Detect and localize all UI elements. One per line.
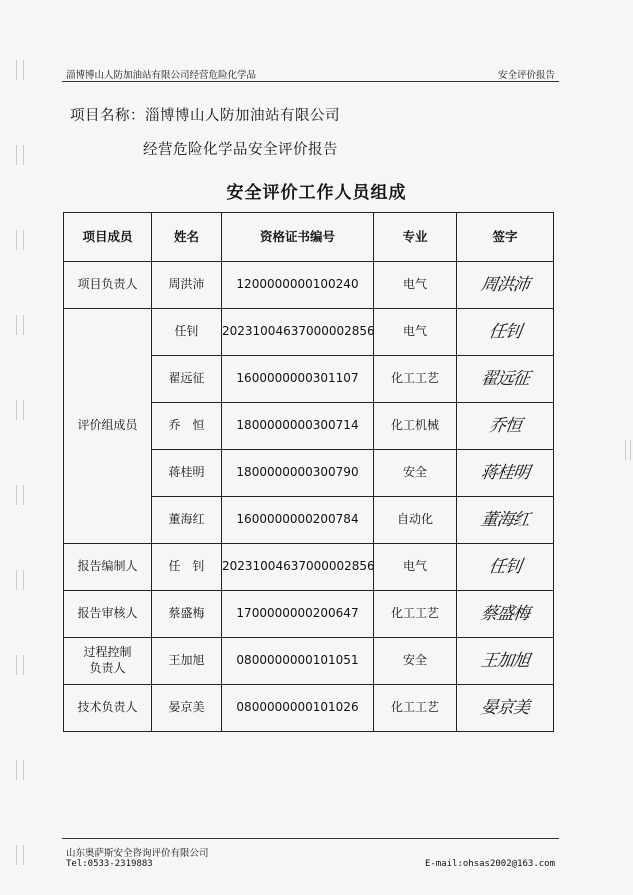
table-row xyxy=(64,544,554,591)
handwritten-signature: 蔡盛梅 xyxy=(479,603,531,624)
cell-name: 蒋桂明 xyxy=(152,450,222,497)
col-header-cert: 资格证书编号 xyxy=(222,213,374,262)
cell-signature xyxy=(457,356,554,403)
col-header-major: 专业 xyxy=(374,213,457,262)
binding-hole xyxy=(625,440,631,460)
binding-hole xyxy=(16,315,24,335)
binding-hole xyxy=(16,60,24,80)
handwritten-signature: 蒋桂明 xyxy=(479,462,531,483)
cell-major: 电气 xyxy=(374,262,457,309)
table-row xyxy=(64,591,554,638)
cell-major: 自动化 xyxy=(374,497,457,544)
handwritten-signature: 任钊 xyxy=(487,556,523,577)
cell-cert: 1800000000300790 xyxy=(222,450,374,497)
cell-major: 电气 xyxy=(374,309,457,356)
cell-role: 报告审核人 xyxy=(64,591,152,638)
cell-major: 安全 xyxy=(374,450,457,497)
handwritten-signature: 乔恒 xyxy=(487,415,523,436)
handwritten-signature: 晏京美 xyxy=(479,697,531,718)
cell-role: 项目负责人 xyxy=(64,262,152,309)
cell-name: 翟远征 xyxy=(152,356,222,403)
cell-name: 董海红 xyxy=(152,497,222,544)
col-header-name: 姓名 xyxy=(152,213,222,262)
table-row xyxy=(64,262,554,309)
cell-role: 技术负责人 xyxy=(64,685,152,732)
cell-major: 电气 xyxy=(374,544,457,591)
cell-name: 任钊 xyxy=(152,309,222,356)
cell-signature xyxy=(457,497,554,544)
cell-role: 报告编制人 xyxy=(64,544,152,591)
page-title: 安全评价工作人员组成 xyxy=(226,183,407,203)
cell-name: 周洪沛 xyxy=(152,262,222,309)
handwritten-signature: 任钊 xyxy=(487,321,523,342)
running-header-left: 淄博博山人防加油站有限公司经营危险化学品 xyxy=(66,70,257,81)
cell-major: 化工工艺 xyxy=(374,685,457,732)
binding-hole xyxy=(16,230,24,250)
cell-cert: 1200000000100240 xyxy=(222,262,374,309)
cell-cert: 1700000000200647 xyxy=(222,591,374,638)
cell-cert: 0800000000101026 xyxy=(222,685,374,732)
footer-company: 山东奥萨斯安全咨询评价有限公司 xyxy=(66,848,209,859)
cell-signature xyxy=(457,403,554,450)
handwritten-signature: 董海红 xyxy=(479,509,531,530)
cell-signature xyxy=(457,591,554,638)
cell-cert: 20231004637000002856 xyxy=(222,544,374,591)
cell-name: 乔 恒 xyxy=(152,403,222,450)
cell-cert: 1800000000300714 xyxy=(222,403,374,450)
cell-signature xyxy=(457,685,554,732)
binding-hole xyxy=(16,570,24,590)
binding-hole xyxy=(16,845,24,865)
handwritten-signature: 王加旭 xyxy=(479,650,531,671)
cell-signature xyxy=(457,638,554,685)
cell-name: 晏京美 xyxy=(152,685,222,732)
running-header-right: 安全评价报告 xyxy=(497,70,555,81)
binding-hole xyxy=(16,400,24,420)
table-row xyxy=(64,638,554,685)
binding-hole xyxy=(16,760,24,780)
cell-cert: 0800000000101051 xyxy=(222,638,374,685)
handwritten-signature: 翟远征 xyxy=(479,368,531,389)
cell-cert: 1600000000200784 xyxy=(222,497,374,544)
col-header-signature: 签字 xyxy=(457,213,554,262)
cell-role: 过程控制 负责人 xyxy=(64,638,152,685)
cell-name: 蔡盛梅 xyxy=(152,591,222,638)
project-name-line1: 项目名称：淄博博山人防加油站有限公司 xyxy=(70,108,340,124)
cell-signature xyxy=(457,544,554,591)
cell-name: 王加旭 xyxy=(152,638,222,685)
staff-table xyxy=(63,212,554,732)
cell-major: 化工机械 xyxy=(374,403,457,450)
binding-hole xyxy=(16,485,24,505)
cell-role: 评价组成员 xyxy=(64,309,152,544)
cell-major: 化工工艺 xyxy=(374,356,457,403)
handwritten-signature: 周洪沛 xyxy=(479,274,531,295)
cell-name: 任 钊 xyxy=(152,544,222,591)
binding-hole xyxy=(16,145,24,165)
cell-major: 化工工艺 xyxy=(374,591,457,638)
binding-hole xyxy=(16,655,24,675)
cell-major: 安全 xyxy=(374,638,457,685)
table-row xyxy=(64,685,554,732)
footer-email: E-mail:ohsas2002@163.com xyxy=(424,859,555,869)
cell-cert: 1600000000301107 xyxy=(222,356,374,403)
project-name-line2: 经营危险化学品安全评价报告 xyxy=(143,142,338,158)
cell-signature xyxy=(457,309,554,356)
cell-cert: 20231004637000002856 xyxy=(222,309,374,356)
table-header-row xyxy=(64,213,554,262)
cell-signature xyxy=(457,262,554,309)
header-rule xyxy=(62,81,559,82)
cell-signature xyxy=(457,450,554,497)
col-header-role: 项目成员 xyxy=(64,213,152,262)
table-row xyxy=(64,309,554,356)
footer-rule xyxy=(62,838,559,839)
footer-telephone: Tel:0533-2319883 xyxy=(66,859,153,869)
